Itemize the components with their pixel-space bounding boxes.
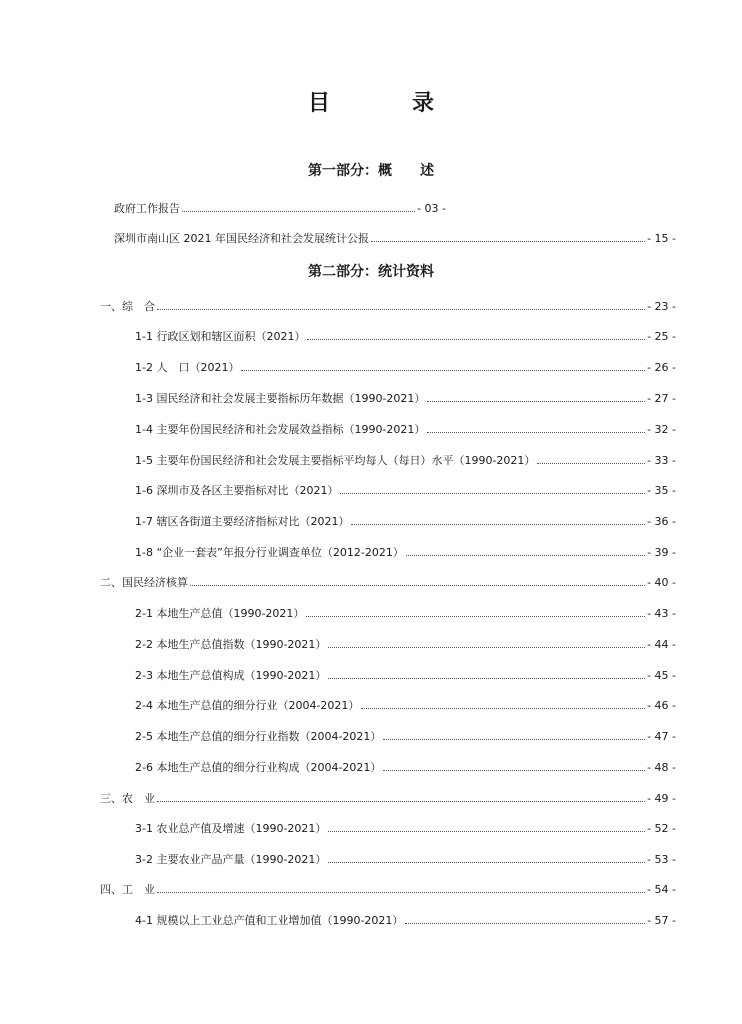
toc-entry-page: - 44 - xyxy=(647,638,676,651)
toc-section[interactable] xyxy=(100,298,676,314)
toc-entry-label: 1-6 深圳市及各区主要指标对比（2021） xyxy=(135,484,339,497)
toc-entry-label: 2-2 本地生产总值指数（1990-2021） xyxy=(135,638,327,651)
toc-entry-page: - 57 - xyxy=(647,914,676,927)
toc-entry[interactable] xyxy=(135,636,676,652)
toc-entry-label: 深圳市南山区 2021 年国民经济和社会发展统计公报 xyxy=(114,232,369,245)
toc-entry-label: 4-1 规模以上工业总产值和工业增加值（1990-2021） xyxy=(135,914,404,927)
toc-section-label: 二、国民经济核算 xyxy=(100,576,188,589)
toc-entry-label: 1-4 主要年份国民经济和社会发展效益指标（1990-2021） xyxy=(135,423,426,436)
toc-entry[interactable] xyxy=(135,482,676,498)
toc-leader xyxy=(182,200,415,212)
toc-entry-page: - 26 - xyxy=(647,361,676,374)
toc-entry-label: 1-3 国民经济和社会发展主要指标历年数据（1990-2021） xyxy=(135,392,426,405)
toc-entry-label: 1-1 行政区划和辖区面积（2021） xyxy=(135,330,306,343)
toc-entry-label: 3-2 主要农业产品产量（1990-2021） xyxy=(135,853,327,866)
toc-entry-page: - 52 - xyxy=(647,822,676,835)
toc-leader xyxy=(307,328,645,340)
toc-entry[interactable] xyxy=(135,359,676,375)
toc-entry-page: - 35 - xyxy=(647,484,676,497)
toc-entry[interactable] xyxy=(135,667,676,683)
toc-entry-page: - 15 - xyxy=(647,232,676,245)
toc-entry-page: - 47 - xyxy=(647,730,676,743)
toc-leader xyxy=(406,544,645,556)
toc-section-label: 一、综 合 xyxy=(100,300,155,313)
toc-entry-page: - 27 - xyxy=(647,392,676,405)
toc-section[interactable] xyxy=(100,574,676,590)
toc-section-label: 三、农 业 xyxy=(100,792,155,805)
toc-leader xyxy=(371,230,645,242)
toc-entry[interactable] xyxy=(114,200,446,216)
toc-section[interactable] xyxy=(100,790,676,806)
toc-entry[interactable] xyxy=(135,544,676,560)
toc-entry[interactable] xyxy=(135,328,676,344)
toc-entry-page: - 40 - xyxy=(647,576,676,589)
toc-leader xyxy=(361,697,645,709)
toc-leader xyxy=(328,820,645,832)
toc-entry[interactable] xyxy=(135,697,676,713)
page-title: 目 录 xyxy=(307,91,464,116)
toc-entry-label: 2-4 本地生产总值的细分行业（2004-2021） xyxy=(135,699,360,712)
part2-heading: 第二部分：统计资料 xyxy=(308,264,434,280)
toc-entry-label: 2-3 本地生产总值构成（1990-2021） xyxy=(135,669,327,682)
toc-leader xyxy=(157,881,645,893)
toc-entry[interactable] xyxy=(135,390,676,406)
toc-entry[interactable] xyxy=(135,759,676,775)
toc-leader xyxy=(405,912,645,924)
toc-entry-label: 2-5 本地生产总值的细分行业指数（2004-2021） xyxy=(135,730,382,743)
toc-entry-label: 2-6 本地生产总值的细分行业构成（2004-2021） xyxy=(135,761,382,774)
toc-leader xyxy=(383,759,645,771)
toc-entry-page: - 23 - xyxy=(647,300,676,313)
toc-entry-label: 3-1 农业总产值及增速（1990-2021） xyxy=(135,822,327,835)
toc-entry[interactable] xyxy=(135,605,676,621)
toc-entry-page: - 33 - xyxy=(647,454,676,467)
toc-entry-label: 1-5 主要年份国民经济和社会发展主要指标平均每人（每日）水平（1990-2021） xyxy=(135,454,536,467)
toc-entry-label: 1-8 “企业一套表”年报分行业调查单位（2012-2021） xyxy=(135,546,404,559)
toc-entry-page: - 36 - xyxy=(647,515,676,528)
toc-leader xyxy=(383,728,645,740)
toc-entry-page: - 49 - xyxy=(647,792,676,805)
toc-leader xyxy=(427,390,645,402)
toc-leader xyxy=(241,359,645,371)
toc-leader xyxy=(306,605,645,617)
toc-entry-page: - 48 - xyxy=(647,761,676,774)
toc-entry[interactable] xyxy=(135,912,676,928)
toc-leader xyxy=(340,482,645,494)
toc-entry-page: - 25 - xyxy=(647,330,676,343)
toc-entry-page: - 43 - xyxy=(647,607,676,620)
toc-entry-label: 2-1 本地生产总值（1990-2021） xyxy=(135,607,305,620)
toc-entry[interactable] xyxy=(135,421,676,437)
toc-leader xyxy=(351,513,645,525)
toc-section-label: 四、工 业 xyxy=(100,883,155,896)
toc-entry-label: 1-2 人 口（2021） xyxy=(135,361,240,374)
toc-leader xyxy=(427,421,645,433)
toc-entry-page: - 53 - xyxy=(647,853,676,866)
toc-entry[interactable] xyxy=(135,820,676,836)
toc-entry-label: 政府工作报告 xyxy=(114,202,180,215)
toc-entry-page: - 46 - xyxy=(647,699,676,712)
toc-entry[interactable] xyxy=(135,728,676,744)
toc-entry-label: 1-7 辖区各街道主要经济指标对比（2021） xyxy=(135,515,350,528)
toc-entry[interactable] xyxy=(135,513,676,529)
toc-leader xyxy=(190,574,645,586)
toc-entry-page: - 54 - xyxy=(647,883,676,896)
toc-entry[interactable] xyxy=(135,452,676,468)
toc-entry-page: - 03 - xyxy=(417,202,446,215)
part1-heading: 第一部分：概 述 xyxy=(308,163,434,179)
toc-leader xyxy=(328,667,645,679)
toc-entry[interactable] xyxy=(135,851,676,867)
toc-leader xyxy=(157,298,645,310)
toc-leader xyxy=(157,790,645,802)
toc-leader xyxy=(537,452,645,464)
toc-leader xyxy=(328,636,645,648)
toc-entry-page: - 45 - xyxy=(647,669,676,682)
toc-entry-page: - 39 - xyxy=(647,546,676,559)
toc-entry[interactable] xyxy=(114,230,676,246)
toc-section[interactable] xyxy=(100,881,676,897)
toc-entry-page: - 32 - xyxy=(647,423,676,436)
toc-leader xyxy=(328,851,645,863)
